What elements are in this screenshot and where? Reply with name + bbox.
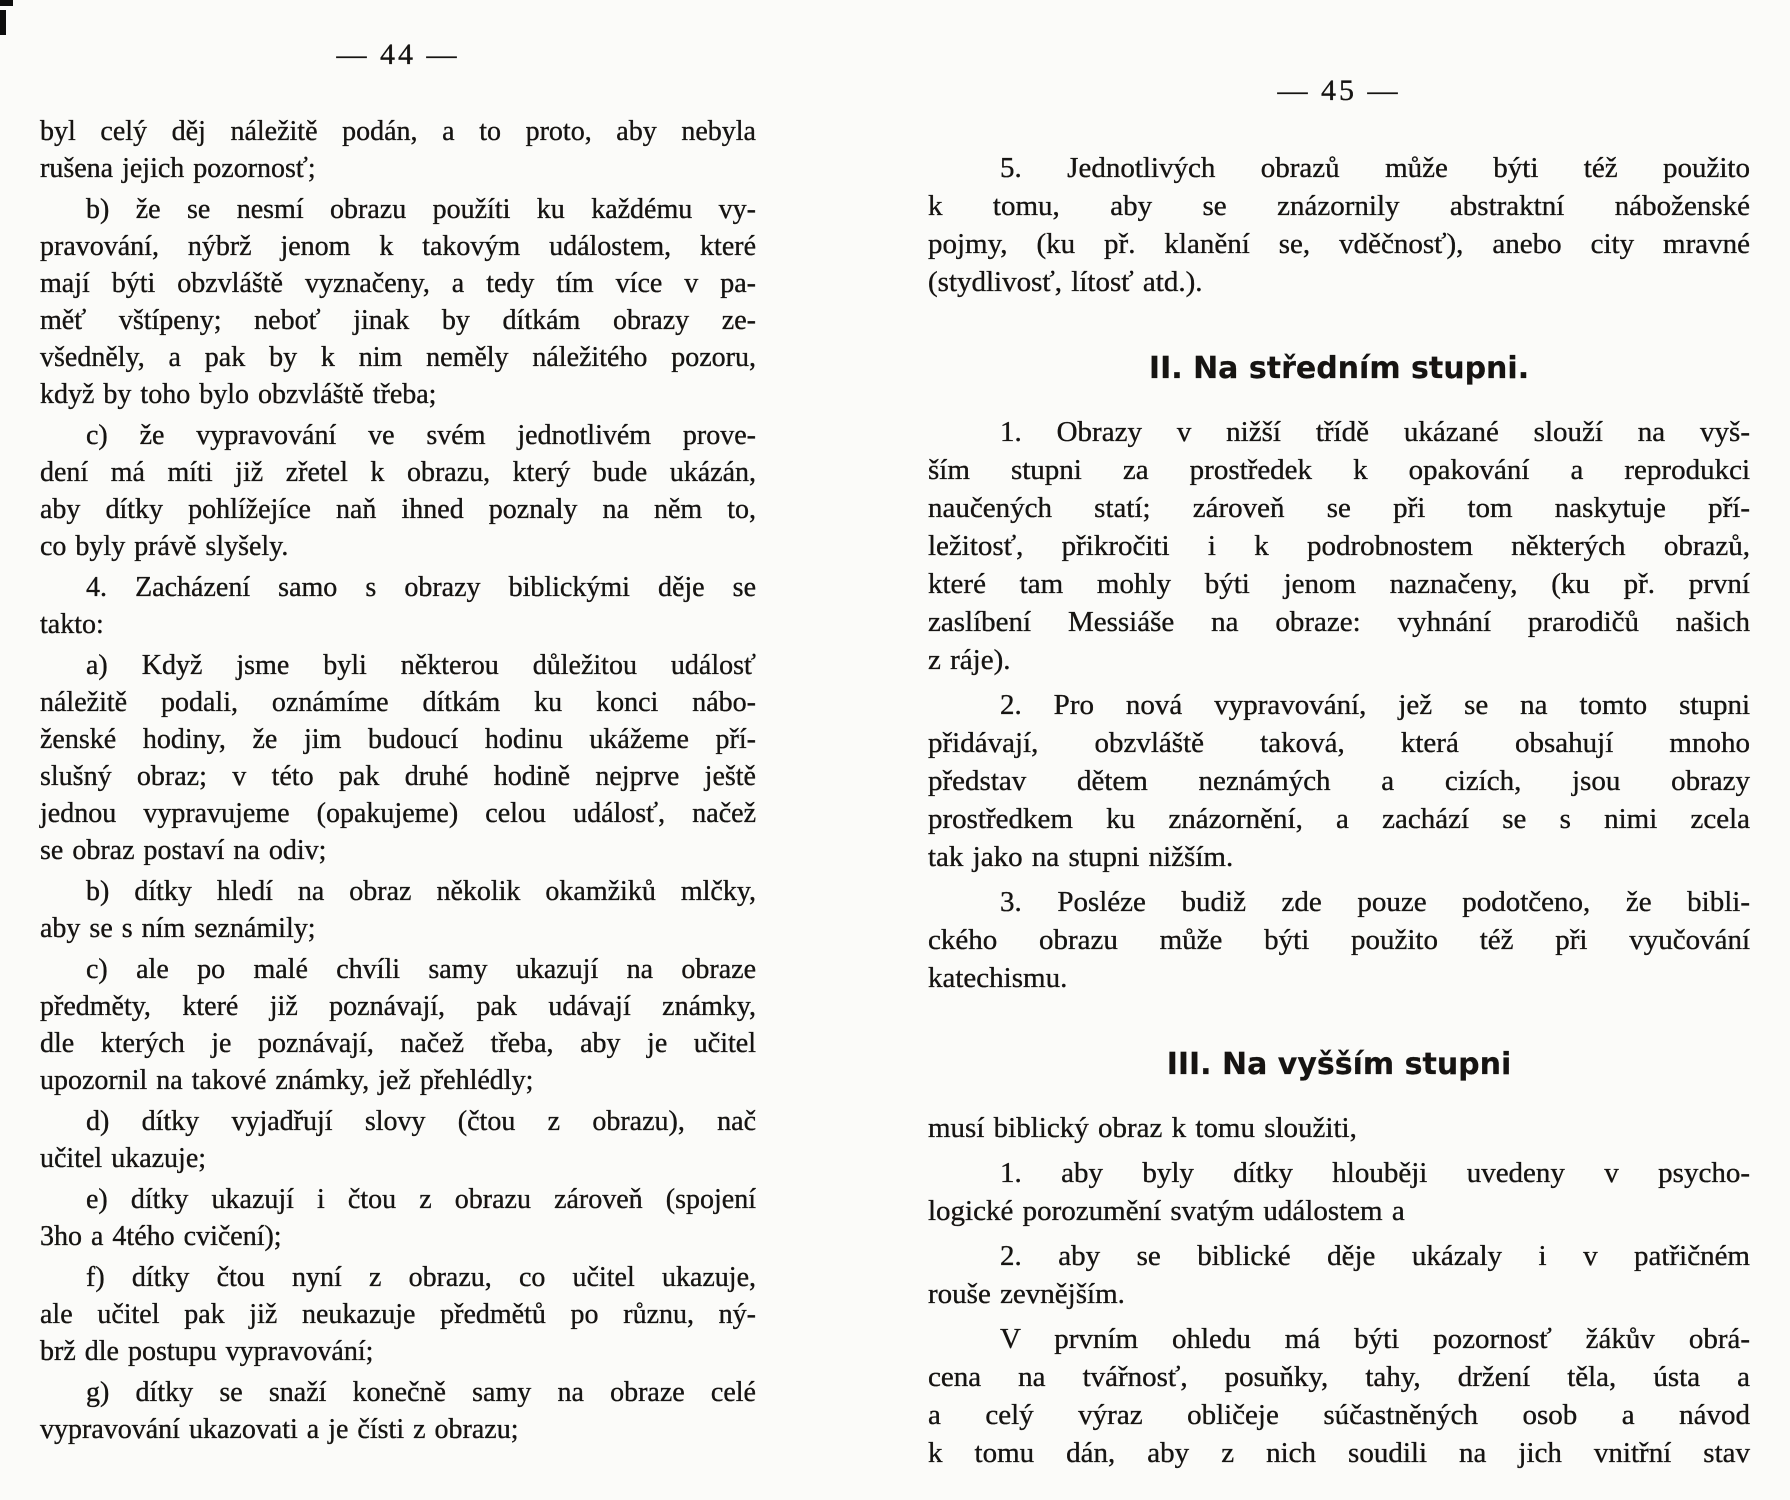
page-44 <box>40 36 756 1448</box>
text-line: zaslíbení Messiáše na obraze: vyhnání prarodičů našich <box>928 606 1750 638</box>
paragraph <box>40 113 756 187</box>
text-line: byl celý děj náležitě podán, a to proto, aby nebyla <box>40 116 756 147</box>
text-line: musí biblický obraz k tomu sloužiti, <box>928 1112 1357 1144</box>
text-line: (stydlivosť, lítosť atd.). <box>928 266 1203 298</box>
text-line: aby dítky pohlížejíce naň ihned poznaly na něm to, <box>40 494 756 525</box>
paragraph <box>928 1237 1750 1313</box>
text-line: a celý výraz obličeje súčastněných osob a návod <box>928 1399 1750 1431</box>
paragraph <box>40 873 756 947</box>
paragraph <box>40 417 756 565</box>
page-number-left: — 44 — <box>336 38 460 71</box>
text-line: které tam mohly býti jenom naznačeny, (ku př. první <box>928 568 1750 600</box>
text-line: z ráje). <box>928 644 1011 676</box>
text-line: c) že vypravování ve svém jednotlivém prove- <box>86 420 756 451</box>
text-line: b) že se nesmí obrazu použíti ku každému vy- <box>86 194 756 225</box>
text-line: logické porozumění svatým událostem a <box>928 1195 1405 1227</box>
text-line: dle kterých je poznávají, načež třeba, aby je učitel <box>40 1028 756 1059</box>
paragraph <box>40 1259 756 1370</box>
text-line: k tomu dán, aby z nich soudili na jich vnitřní stav <box>928 1437 1750 1469</box>
text-line: d) dítky vyjadřují slovy (čtou z obrazu), nač <box>86 1106 756 1137</box>
text-line: rouše zevnějším. <box>928 1278 1125 1310</box>
paragraph <box>928 1154 1750 1230</box>
text-line: ženské hodiny, že jim budoucí hodinu ukážeme pří- <box>40 724 756 755</box>
text-line: ším stupni za prostředek k opakování a reprodukci <box>928 454 1750 486</box>
paragraph <box>40 951 756 1099</box>
text-line: ckého obrazu může býti použito též při vyučování <box>928 924 1750 956</box>
paragraph <box>40 1374 756 1448</box>
text-line: se obraz postaví na odiv; <box>40 835 327 866</box>
section-heading: II. Na středním stupni. <box>1148 351 1530 386</box>
text-line: V prvním ohledu má býti pozornosť žákův obrá- <box>1000 1323 1750 1355</box>
text-line: b) dítky hledí na obraz několik okamžiků mlčky, <box>86 876 756 907</box>
text-line: naučených statí; zároveň se při tom naskytuje pří- <box>928 492 1750 524</box>
text-line: tak jako na stupni nižším. <box>928 841 1234 873</box>
paragraph <box>928 1109 1750 1147</box>
text-line: brž dle postupu vypravování; <box>40 1336 374 1367</box>
text-line: všedněly, a pak by k nim neměly náležitého pozoru, <box>40 342 756 373</box>
text-line: k tomu, aby se znázornily abstraktní náboženské <box>928 190 1750 222</box>
text-line: upozornil na takové známky, jež přehlédly; <box>40 1065 534 1096</box>
text-line: ležitosť, přikročiti i k podrobnostem některých obrazů, <box>928 530 1750 562</box>
scan-edge-artifact <box>0 10 6 35</box>
scan-corner-artifact <box>0 0 13 6</box>
paragraph <box>40 1103 756 1177</box>
text-line: mají býti obzvláště vyznačeny, a tedy tím více v pa- <box>40 268 756 299</box>
page-45 <box>928 72 1750 1472</box>
text-line: náležitě podali, oznámíme dítkám ku konci nábo- <box>40 687 756 718</box>
text-line: 1. Obrazy v nižší třídě ukázané slouží na vyš- <box>1000 416 1750 448</box>
paragraph <box>928 149 1750 301</box>
text-line: takto: <box>40 609 104 640</box>
text-line: 3. Posléze budiž zde pouze podotčeno, že bibli- <box>1000 886 1750 918</box>
text-line: co byly právě slyšely. <box>40 531 289 562</box>
text-line: a) Když jsme byli některou důležitou událosť <box>86 650 756 681</box>
text-line: 5. Jednotlivých obrazů může býti též použito <box>1000 152 1750 184</box>
text-line: aby se s ním seznámily; <box>40 913 316 944</box>
text-line: pravování, nýbrž jenom k takovým událostem, které <box>40 231 756 262</box>
text-line: rušena jejich pozornosť; <box>40 153 316 184</box>
text-line: předměty, které již poznávají, pak udávají známky, <box>40 991 756 1022</box>
text-line: 3ho a 4tého cvičení); <box>40 1221 282 1252</box>
text-line: jednou vypravujeme (opakujeme) celou událosť, načež <box>40 798 756 829</box>
text-line: cena na tvářnosť, posuňky, tahy, držení těla, ústa a <box>928 1361 1750 1393</box>
text-line: když by toho bylo obzvláště třeba; <box>40 379 437 410</box>
text-line: c) ale po malé chvíli samy ukazují na obraze <box>86 954 756 985</box>
text-line: e) dítky ukazují i čtou z obrazu zároveň (spojení <box>86 1184 756 1215</box>
text-line: prostředkem ku znázornění, a zachází se s nimi zcela <box>928 803 1750 835</box>
text-line: ale učitel pak již neukazuje předmětů po různu, ný- <box>40 1299 756 1330</box>
paragraph <box>928 686 1750 876</box>
page-number-right: — 45 — <box>1277 74 1401 107</box>
paragraph <box>40 191 756 413</box>
text-line: f) dítky čtou nyní z obrazu, co učitel ukazuje, <box>86 1262 756 1293</box>
paragraph <box>40 1181 756 1255</box>
text-line: přidávají, obzvláště taková, která obsahují mnoho <box>928 727 1750 759</box>
text-line: katechismu. <box>928 962 1068 994</box>
text-line: 1. aby byly dítky hlouběji uvedeny v psycho- <box>1000 1157 1750 1189</box>
text-line: učitel ukazuje; <box>40 1143 207 1174</box>
paragraph <box>928 413 1750 679</box>
paragraph <box>928 883 1750 997</box>
text-line: 2. Pro nová vypravování, jež se na tomto stupni <box>1000 689 1750 721</box>
text-line: vypravování ukazovati a je čísti z obrazu; <box>40 1414 519 1445</box>
text-line: představ dětem neznámých a cizích, jsou obrazy <box>928 765 1750 797</box>
text-line: měť vštípeny; neboť jinak by dítkám obrazy ze- <box>40 305 756 336</box>
paragraph <box>40 569 756 643</box>
page-44-text <box>40 113 756 1448</box>
paragraph <box>40 647 756 869</box>
text-line: pojmy, (ku př. klanění se, vděčnosť), anebo city mravné <box>928 228 1750 260</box>
text-line: 4. Zacházení samo s obrazy biblickými děje se <box>86 572 756 603</box>
text-line: slušný obraz; v této pak druhé hodině nejprve ještě <box>40 761 756 792</box>
section-heading: III. Na vyšším stupni <box>1166 1047 1512 1082</box>
page-45-text <box>928 149 1750 1472</box>
text-line: dení má míti již zřetel k obrazu, který bude ukázán, <box>40 457 756 488</box>
text-line: 2. aby se biblické děje ukázaly i v patřičném <box>1000 1240 1750 1272</box>
paragraph <box>928 1320 1750 1472</box>
text-line: g) dítky se snaží konečně samy na obraze celé <box>86 1377 756 1408</box>
